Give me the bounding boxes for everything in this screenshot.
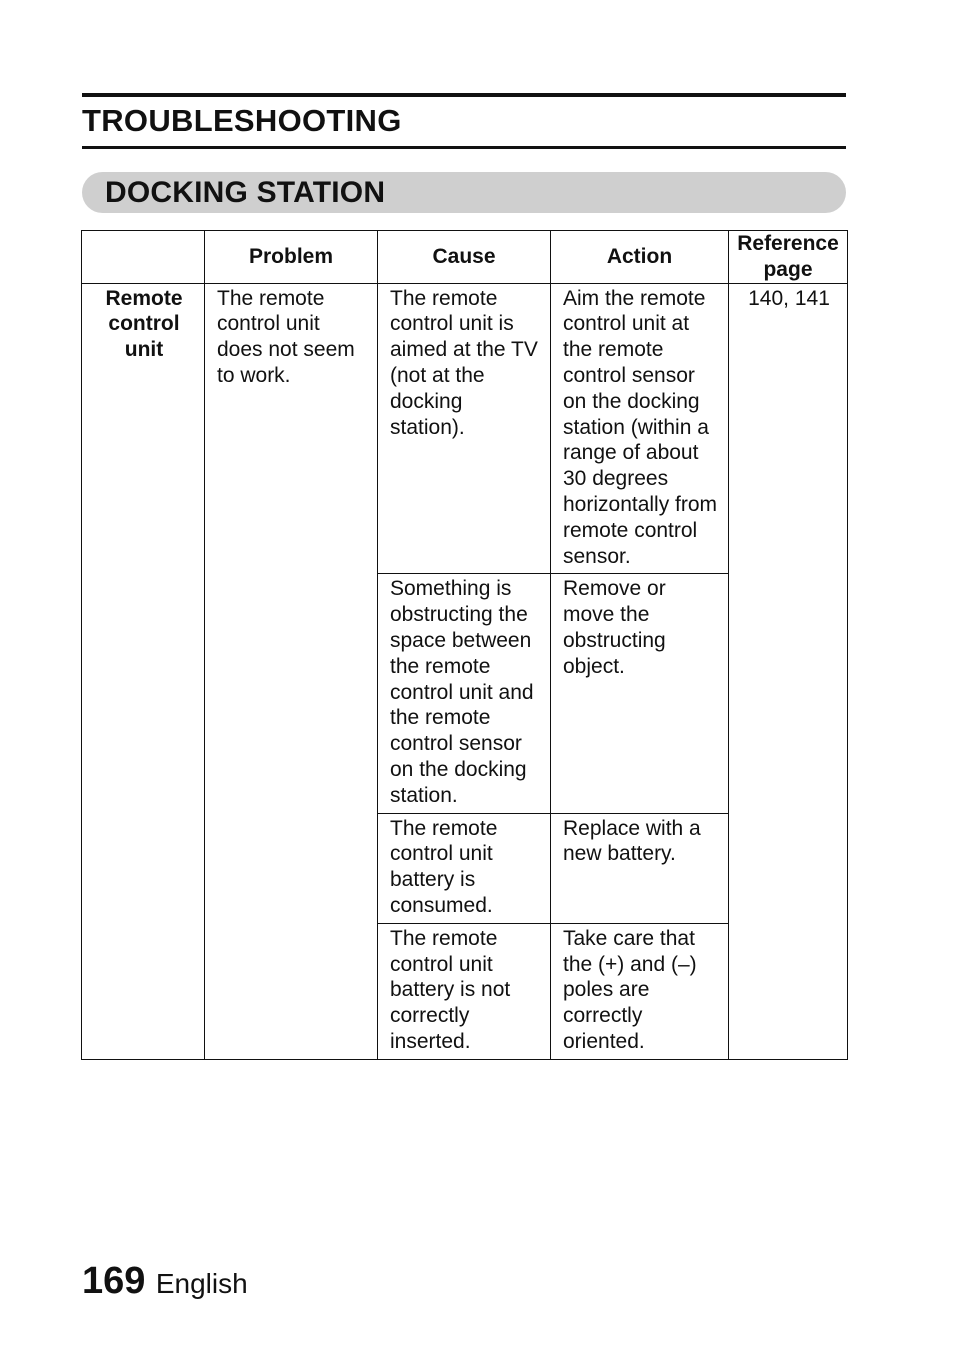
cause-cell: Something is obstructing the space between the remote control unit and the remote control sensor on the docking station.: [378, 574, 551, 813]
header-rule-top: [82, 93, 846, 97]
table-header-row: [82, 231, 848, 284]
action-cell: Aim the remote control unit at the remote control sensor on the docking station (within a range of about 30 degrees horizontally from remote control sensor.: [551, 283, 729, 574]
header-reference-page: Reference page: [729, 231, 848, 284]
header-problem: Problem: [205, 231, 378, 284]
cause-cell: The remote control unit battery is consumed.: [378, 813, 551, 923]
header-rule-bottom: [82, 146, 846, 149]
cause-cell: The remote control unit battery is not correctly inserted.: [378, 923, 551, 1059]
subsection-title: DOCKING STATION: [105, 176, 386, 209]
problem-cell: The remote control unit does not seem to work.: [205, 283, 378, 1059]
action-cell: Remove or move the obstructing object.: [551, 574, 729, 813]
troubleshooting-table: [81, 230, 848, 1060]
cause-cell: The remote control unit is aimed at the TV (not at the docking station).: [378, 283, 551, 574]
header-action: Action: [551, 231, 729, 284]
action-cell: Replace with a new battery.: [551, 813, 729, 923]
page-number: 169: [82, 1260, 146, 1302]
section-title: TROUBLESHOOTING: [82, 103, 402, 138]
category-cell: Remote control unit: [82, 283, 205, 1059]
header-category: [82, 231, 205, 284]
reference-cell: 140, 141: [729, 283, 848, 1059]
header-cause: Cause: [378, 231, 551, 284]
page-footer: [82, 1260, 248, 1303]
language-label: English: [155, 1268, 248, 1299]
subsection-banner: [82, 172, 846, 213]
table-row: [82, 283, 848, 574]
action-cell: Take care that the (+) and (–) poles are correctly oriented.: [551, 923, 729, 1059]
